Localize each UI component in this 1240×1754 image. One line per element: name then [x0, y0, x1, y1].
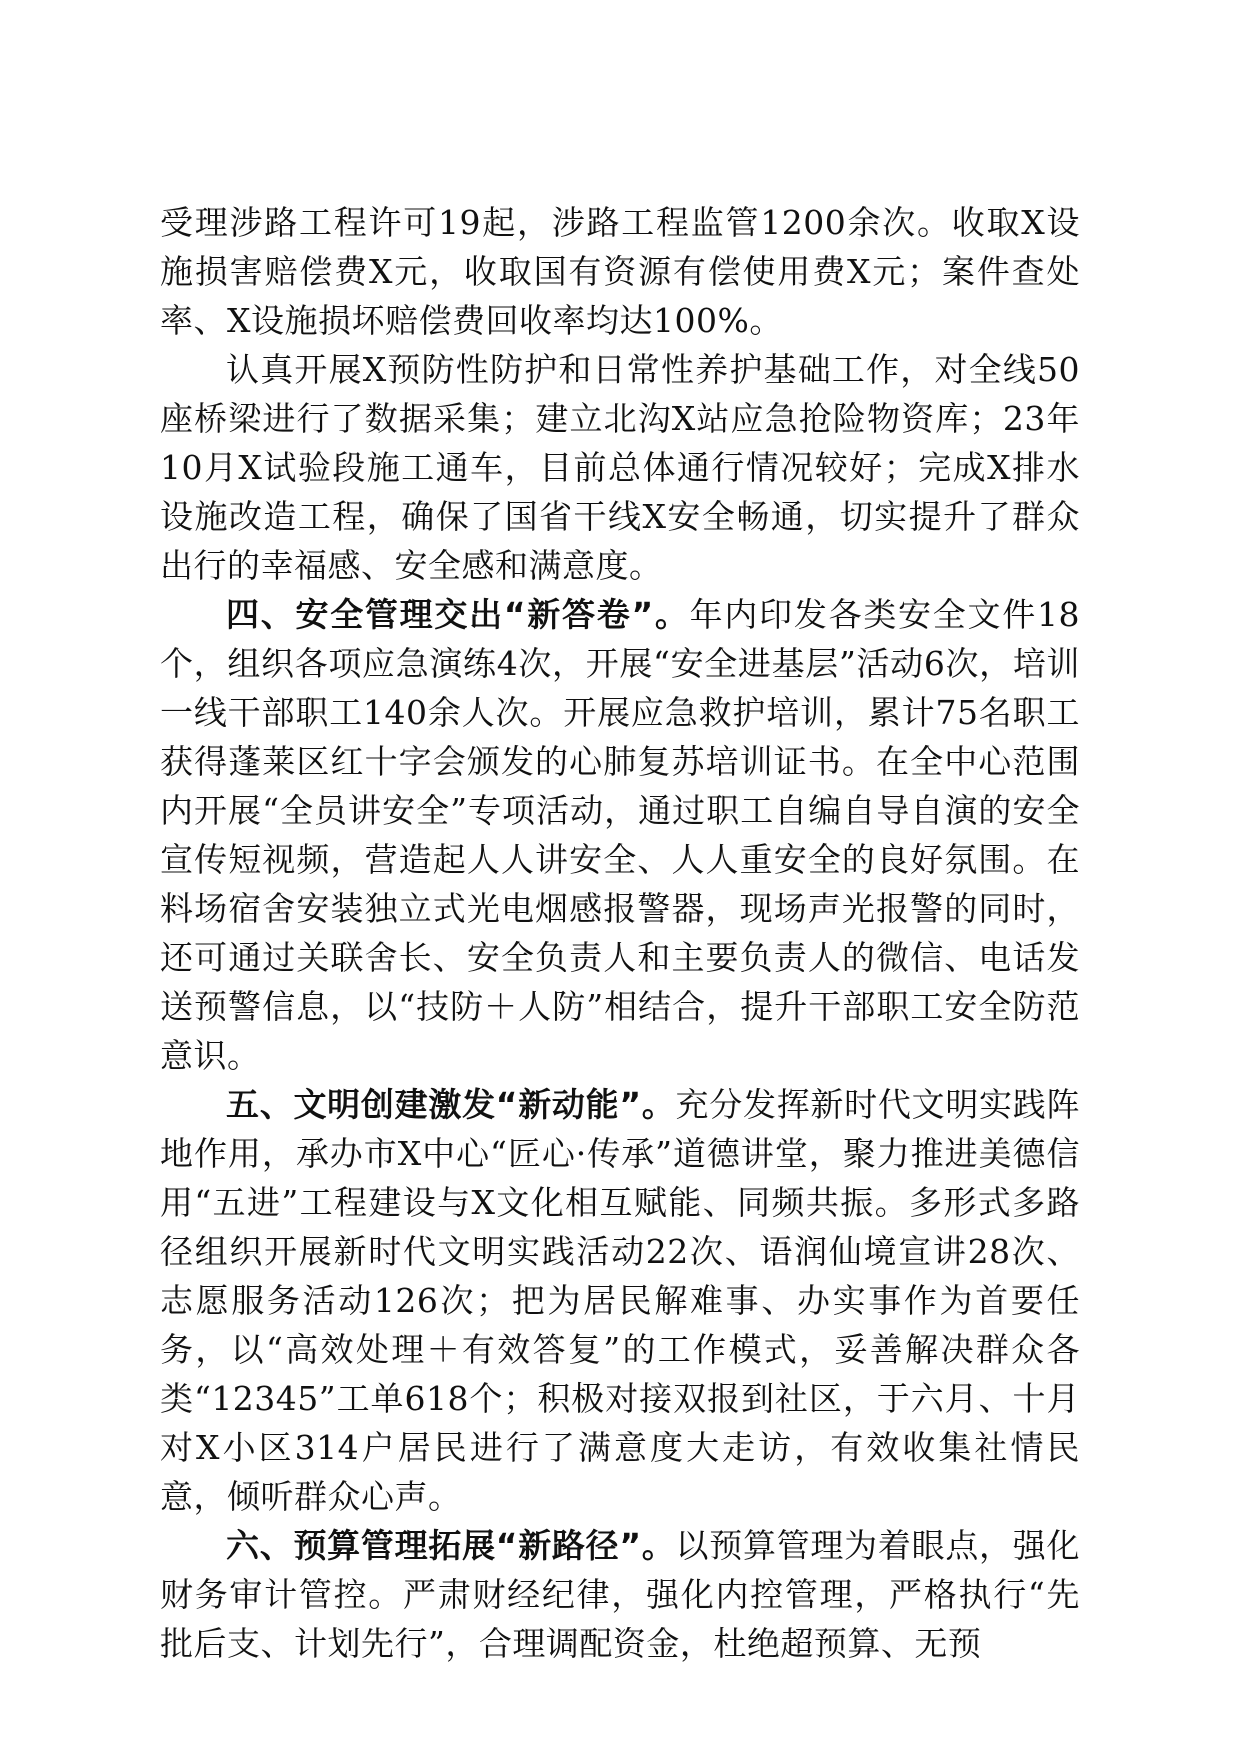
paragraph-text: 认真开展X预防性防护和日常性养护基础工作，对全线50座桥梁进行了数据采集；建立北沟X站应急抢险物资库；23年10月X试验段施工通车，目前总体通行情况较好；完成X排水设施改造工程，确保了国省干线X安全畅通，切实提升了群众出行的幸福感、安全感和满意度。 [160, 350, 1080, 585]
paragraph-text: 以预算管理为着眼点，强化财务审计管控。严肃财经纪律，强化内控管理，严格执行“先批后支、计划先行”，合理调配资金，杜绝超预算、无预 [160, 1526, 1080, 1663]
paragraph-continuation [160, 198, 1080, 345]
paragraph-civilization [160, 1080, 1080, 1521]
section-heading: 四、安全管理交出“新答卷”。 [226, 595, 690, 634]
section-heading: 五、文明创建激发“新动能”。 [226, 1085, 676, 1124]
paragraph-text: 年内印发各类安全文件18个，组织各项应急演练4次，开展“安全进基层”活动6次，培训一线干部职工140余人次。开展应急救护培训，累计75名职工获得蓬莱区红十字会颁发的心肺复苏培训证书。在全中心范围内开展“全员讲安全”专项活动，通过职工自编自导自演的安全宣传短视频，营造起人人讲安全、人人重安全的良好氛围。在料场宿舍安装独立式光电烟感报警器，现场声光报警的同时，还可通过关联舍长、安全负责人和主要负责人的微信、电话发送预警信息，以“技防＋人防”相结合，提升干部职工安全防范意识。 [160, 595, 1080, 1075]
paragraph-text: 充分发挥新时代文明实践阵地作用，承办市X中心“匠心·传承”道德讲堂，聚力推进美德信用“五进”工程建设与X文化相互赋能、同频共振。多形式多路径组织开展新时代文明实践活动22次、语润仙境宣讲28次、志愿服务活动126次；把为居民解难事、办实事作为首要任务，以“高效处理＋有效答复”的工作模式，妥善解决群众各类“12345”工单618个；积极对接双报到社区，于六月、十月对X小区314户居民进行了满意度大走访，有效收集社情民意，倾听群众心声。 [160, 1085, 1080, 1516]
paragraph-maintenance [160, 345, 1080, 590]
paragraph-safety [160, 590, 1080, 1080]
section-heading: 六、预算管理拓展“新路径”。 [226, 1526, 676, 1565]
paragraph-text: 受理涉路工程许可19起，涉路工程监管1200余次。收取X设施损害赔偿费X元，收取国有资源有偿使用费X元；案件查处率、X设施损坏赔偿费回收率均达100%。 [160, 203, 1080, 340]
paragraph-budget [160, 1521, 1080, 1668]
document-page [160, 198, 1080, 1668]
